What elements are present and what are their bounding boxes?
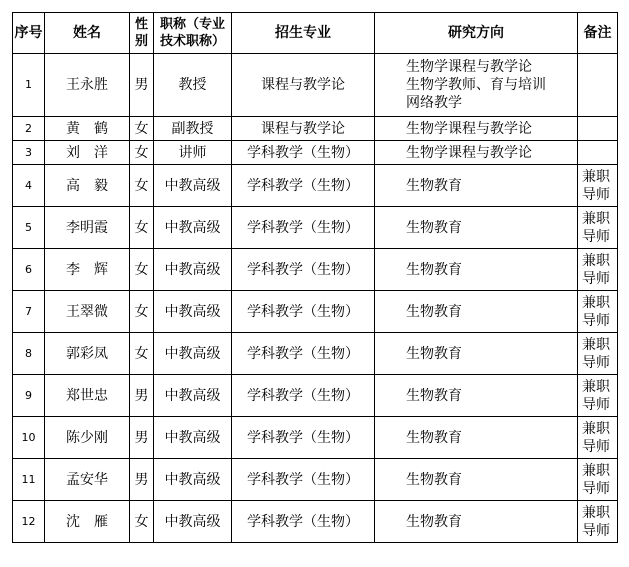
header-gender-line1: 性	[134, 17, 148, 32]
cell-title: 中教高级	[154, 165, 232, 207]
faculty-table	[12, 12, 618, 543]
note-line: 兼职	[582, 168, 610, 185]
research-line: 生物教育	[406, 429, 462, 446]
cell-note	[578, 207, 618, 249]
cell-name: 王翠微	[45, 291, 130, 333]
cell-gender: 男	[130, 375, 154, 417]
research-line: 生物学课程与教学论	[406, 59, 532, 75]
header-name: 姓名	[45, 13, 130, 54]
note-line: 导师	[582, 438, 610, 455]
research-line: 生物教育	[406, 177, 462, 194]
header-gender-line2: 别	[134, 34, 148, 49]
cell-research	[375, 249, 578, 291]
note-line: 导师	[582, 270, 610, 287]
cell-title: 中教高级	[154, 207, 232, 249]
header-row	[13, 13, 618, 54]
cell-gender: 男	[130, 459, 154, 501]
cell-note	[578, 249, 618, 291]
research-line: 生物教育	[406, 387, 462, 404]
header-research: 研究方向	[375, 13, 578, 54]
research-line: 网络教学	[406, 95, 462, 111]
cell-research	[375, 165, 578, 207]
cell-major: 学科教学（生物）	[232, 417, 375, 459]
note-line: 导师	[582, 480, 610, 497]
note-line: 兼职	[582, 294, 610, 311]
table-row	[13, 249, 618, 291]
research-line: 生物教育	[406, 513, 462, 530]
cell-major: 学科教学（生物）	[232, 249, 375, 291]
cell-major: 学科教学（生物）	[232, 141, 375, 165]
cell-no: 8	[13, 333, 45, 375]
cell-name: 李明霞	[45, 207, 130, 249]
cell-major: 学科教学（生物）	[232, 165, 375, 207]
note-line: 导师	[582, 186, 610, 203]
research-line: 生物教育	[406, 261, 462, 278]
cell-research	[375, 375, 578, 417]
note-line: 导师	[582, 522, 610, 539]
cell-no: 4	[13, 165, 45, 207]
cell-no: 9	[13, 375, 45, 417]
cell-research	[375, 141, 578, 165]
cell-research	[375, 459, 578, 501]
cell-gender: 女	[130, 165, 154, 207]
cell-major: 课程与教学论	[232, 117, 375, 141]
cell-major: 学科教学（生物）	[232, 333, 375, 375]
cell-no: 12	[13, 501, 45, 543]
cell-gender: 女	[130, 207, 154, 249]
header-title-line1: 职称（专业	[159, 17, 225, 32]
cell-gender: 女	[130, 501, 154, 543]
cell-major: 学科教学（生物）	[232, 291, 375, 333]
cell-gender: 女	[130, 117, 154, 141]
cell-note	[578, 459, 618, 501]
note-line: 兼职	[582, 336, 610, 353]
cell-name: 李 辉	[45, 249, 130, 291]
cell-gender: 男	[130, 54, 154, 117]
cell-research	[375, 54, 578, 117]
header-title-line2: 技术职称）	[159, 34, 225, 49]
cell-no: 5	[13, 207, 45, 249]
cell-research	[375, 417, 578, 459]
cell-major: 学科教学（生物）	[232, 459, 375, 501]
table-row	[13, 375, 618, 417]
cell-no: 10	[13, 417, 45, 459]
cell-research	[375, 207, 578, 249]
cell-note	[578, 333, 618, 375]
header-note: 备注	[578, 13, 618, 54]
table-row	[13, 165, 618, 207]
cell-major: 学科教学（生物）	[232, 207, 375, 249]
cell-name: 刘 洋	[45, 141, 130, 165]
note-line: 兼职	[582, 252, 610, 269]
cell-name: 王永胜	[45, 54, 130, 117]
research-line: 生物学教师、育与培训	[406, 77, 546, 93]
table-row	[13, 141, 618, 165]
table-row	[13, 207, 618, 249]
cell-gender: 女	[130, 141, 154, 165]
cell-no: 2	[13, 117, 45, 141]
research-line: 生物教育	[406, 345, 462, 362]
cell-no: 7	[13, 291, 45, 333]
cell-title: 中教高级	[154, 333, 232, 375]
note-line: 导师	[582, 396, 610, 413]
cell-title: 中教高级	[154, 375, 232, 417]
header-gender	[130, 13, 154, 54]
cell-name: 高 毅	[45, 165, 130, 207]
note-line: 兼职	[582, 378, 610, 395]
table-row	[13, 117, 618, 141]
cell-name: 黄 鹤	[45, 117, 130, 141]
cell-name: 陈少刚	[45, 417, 130, 459]
cell-title: 教授	[154, 54, 232, 117]
research-line: 生物学课程与教学论	[406, 120, 532, 137]
cell-gender: 女	[130, 333, 154, 375]
cell-title: 讲师	[154, 141, 232, 165]
cell-major: 学科教学（生物）	[232, 501, 375, 543]
table-row	[13, 54, 618, 117]
cell-note	[578, 165, 618, 207]
cell-research	[375, 117, 578, 141]
cell-research	[375, 501, 578, 543]
cell-title: 中教高级	[154, 501, 232, 543]
research-line: 生物教育	[406, 219, 462, 236]
cell-major: 课程与教学论	[232, 54, 375, 117]
cell-note	[578, 375, 618, 417]
cell-title: 中教高级	[154, 459, 232, 501]
cell-note	[578, 501, 618, 543]
cell-note	[578, 54, 618, 117]
table-row	[13, 333, 618, 375]
cell-no: 11	[13, 459, 45, 501]
cell-research	[375, 333, 578, 375]
cell-note	[578, 117, 618, 141]
cell-gender: 女	[130, 291, 154, 333]
table-row	[13, 417, 618, 459]
research-line: 生物教育	[406, 471, 462, 488]
cell-major: 学科教学（生物）	[232, 375, 375, 417]
cell-note	[578, 291, 618, 333]
table-row	[13, 501, 618, 543]
cell-title: 副教授	[154, 117, 232, 141]
cell-no: 1	[13, 54, 45, 117]
cell-note	[578, 141, 618, 165]
cell-no: 3	[13, 141, 45, 165]
note-line: 兼职	[582, 420, 610, 437]
research-line: 生物教育	[406, 303, 462, 320]
cell-name: 郑世忠	[45, 375, 130, 417]
cell-no: 6	[13, 249, 45, 291]
table-row	[13, 291, 618, 333]
cell-gender: 女	[130, 249, 154, 291]
note-line: 导师	[582, 354, 610, 371]
cell-title: 中教高级	[154, 417, 232, 459]
note-line: 兼职	[582, 462, 610, 479]
note-line: 兼职	[582, 210, 610, 227]
cell-title: 中教高级	[154, 291, 232, 333]
cell-gender: 男	[130, 417, 154, 459]
cell-title: 中教高级	[154, 249, 232, 291]
note-line: 兼职	[582, 504, 610, 521]
header-no: 序号	[13, 13, 45, 54]
note-line: 导师	[582, 228, 610, 245]
research-line: 生物学课程与教学论	[406, 144, 532, 161]
cell-note	[578, 417, 618, 459]
note-line: 导师	[582, 312, 610, 329]
header-title	[154, 13, 232, 54]
cell-research	[375, 291, 578, 333]
cell-name: 孟安华	[45, 459, 130, 501]
cell-name: 沈 雁	[45, 501, 130, 543]
header-major: 招生专业	[232, 13, 375, 54]
table-row	[13, 459, 618, 501]
cell-name: 郭彩凤	[45, 333, 130, 375]
